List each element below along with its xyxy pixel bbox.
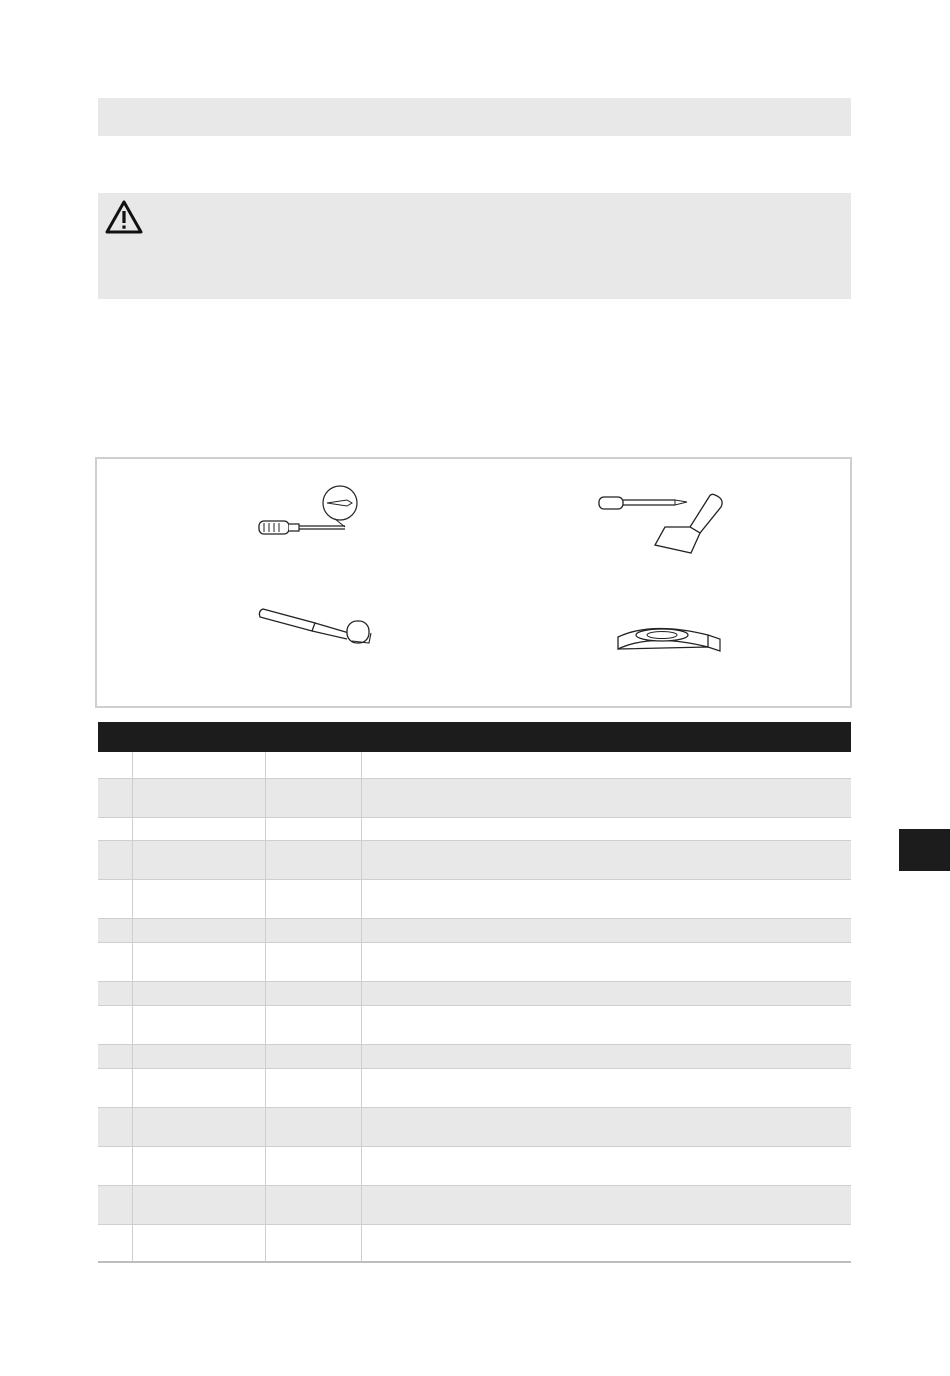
cell-number bbox=[98, 1224, 132, 1262]
cell-description bbox=[361, 817, 851, 840]
cell-part-name bbox=[132, 942, 265, 981]
table-row bbox=[98, 1044, 851, 1068]
warning-box bbox=[98, 193, 851, 299]
cell-quantity bbox=[265, 1068, 361, 1107]
cell-number bbox=[98, 778, 132, 817]
screwdriver-icon bbox=[255, 483, 365, 543]
table-row bbox=[98, 981, 851, 1005]
cell-number bbox=[98, 1185, 132, 1224]
cell-part-name bbox=[132, 1005, 265, 1044]
tape-icon bbox=[612, 623, 732, 659]
cell-part-name bbox=[132, 752, 265, 778]
cell-number bbox=[98, 942, 132, 981]
cell-description bbox=[361, 1224, 851, 1262]
cell-number bbox=[98, 752, 132, 778]
cell-quantity bbox=[265, 1224, 361, 1262]
cell-part-name bbox=[132, 778, 265, 817]
cell-number bbox=[98, 1005, 132, 1044]
header-part-name bbox=[132, 722, 265, 752]
header-number bbox=[98, 722, 132, 752]
parts-table-header bbox=[98, 722, 851, 752]
cell-part-name bbox=[132, 879, 265, 918]
table-row bbox=[98, 1005, 851, 1044]
table-row bbox=[98, 879, 851, 918]
cell-number bbox=[98, 981, 132, 1005]
section-title-bar bbox=[98, 98, 851, 136]
cell-quantity bbox=[265, 1107, 361, 1146]
cell-number bbox=[98, 1044, 132, 1068]
table-row bbox=[98, 752, 851, 778]
cell-description bbox=[361, 1005, 851, 1044]
header-quantity bbox=[265, 722, 361, 752]
cell-quantity bbox=[265, 918, 361, 942]
warning-triangle-icon bbox=[104, 199, 144, 235]
chapter-side-tab bbox=[899, 829, 950, 871]
cell-quantity bbox=[265, 817, 361, 840]
cell-quantity bbox=[265, 879, 361, 918]
cell-quantity bbox=[265, 752, 361, 778]
cell-quantity bbox=[265, 942, 361, 981]
cell-quantity bbox=[265, 1146, 361, 1185]
cell-number bbox=[98, 817, 132, 840]
cell-part-name bbox=[132, 1224, 265, 1262]
cell-description bbox=[361, 1107, 851, 1146]
cell-description bbox=[361, 778, 851, 817]
table-row bbox=[98, 1146, 851, 1185]
cell-description bbox=[361, 1185, 851, 1224]
cell-number bbox=[98, 918, 132, 942]
cell-description bbox=[361, 879, 851, 918]
cell-part-name bbox=[132, 840, 265, 879]
table-row bbox=[98, 1068, 851, 1107]
tools-panel bbox=[95, 457, 852, 708]
table-row bbox=[98, 1107, 851, 1146]
cell-description bbox=[361, 981, 851, 1005]
cell-number bbox=[98, 1107, 132, 1146]
table-row bbox=[98, 840, 851, 879]
cell-quantity bbox=[265, 778, 361, 817]
cell-description bbox=[361, 1068, 851, 1107]
cell-quantity bbox=[265, 1044, 361, 1068]
cell-quantity bbox=[265, 981, 361, 1005]
header-description bbox=[361, 722, 851, 752]
cell-description bbox=[361, 1146, 851, 1185]
cell-part-name bbox=[132, 1044, 265, 1068]
cell-part-name bbox=[132, 981, 265, 1005]
cell-part-name bbox=[132, 1185, 265, 1224]
cell-quantity bbox=[265, 840, 361, 879]
cell-number bbox=[98, 840, 132, 879]
cell-part-name bbox=[132, 1146, 265, 1185]
cell-description bbox=[361, 840, 851, 879]
table-row bbox=[98, 778, 851, 817]
table-row bbox=[98, 1224, 851, 1262]
table-row bbox=[98, 918, 851, 942]
mallet-icon bbox=[257, 603, 387, 653]
scraper-icon bbox=[595, 489, 735, 559]
table-row bbox=[98, 942, 851, 981]
cell-part-name bbox=[132, 1107, 265, 1146]
cell-description bbox=[361, 942, 851, 981]
cell-number bbox=[98, 1146, 132, 1185]
parts-table bbox=[98, 722, 851, 1263]
cell-number bbox=[98, 879, 132, 918]
cell-part-name bbox=[132, 918, 265, 942]
cell-quantity bbox=[265, 1185, 361, 1224]
cell-part-name bbox=[132, 1068, 265, 1107]
cell-description bbox=[361, 1044, 851, 1068]
cell-part-name bbox=[132, 817, 265, 840]
cell-quantity bbox=[265, 1005, 361, 1044]
cell-description bbox=[361, 752, 851, 778]
table-row bbox=[98, 1185, 851, 1224]
cell-description bbox=[361, 918, 851, 942]
cell-number bbox=[98, 1068, 132, 1107]
table-row bbox=[98, 817, 851, 840]
